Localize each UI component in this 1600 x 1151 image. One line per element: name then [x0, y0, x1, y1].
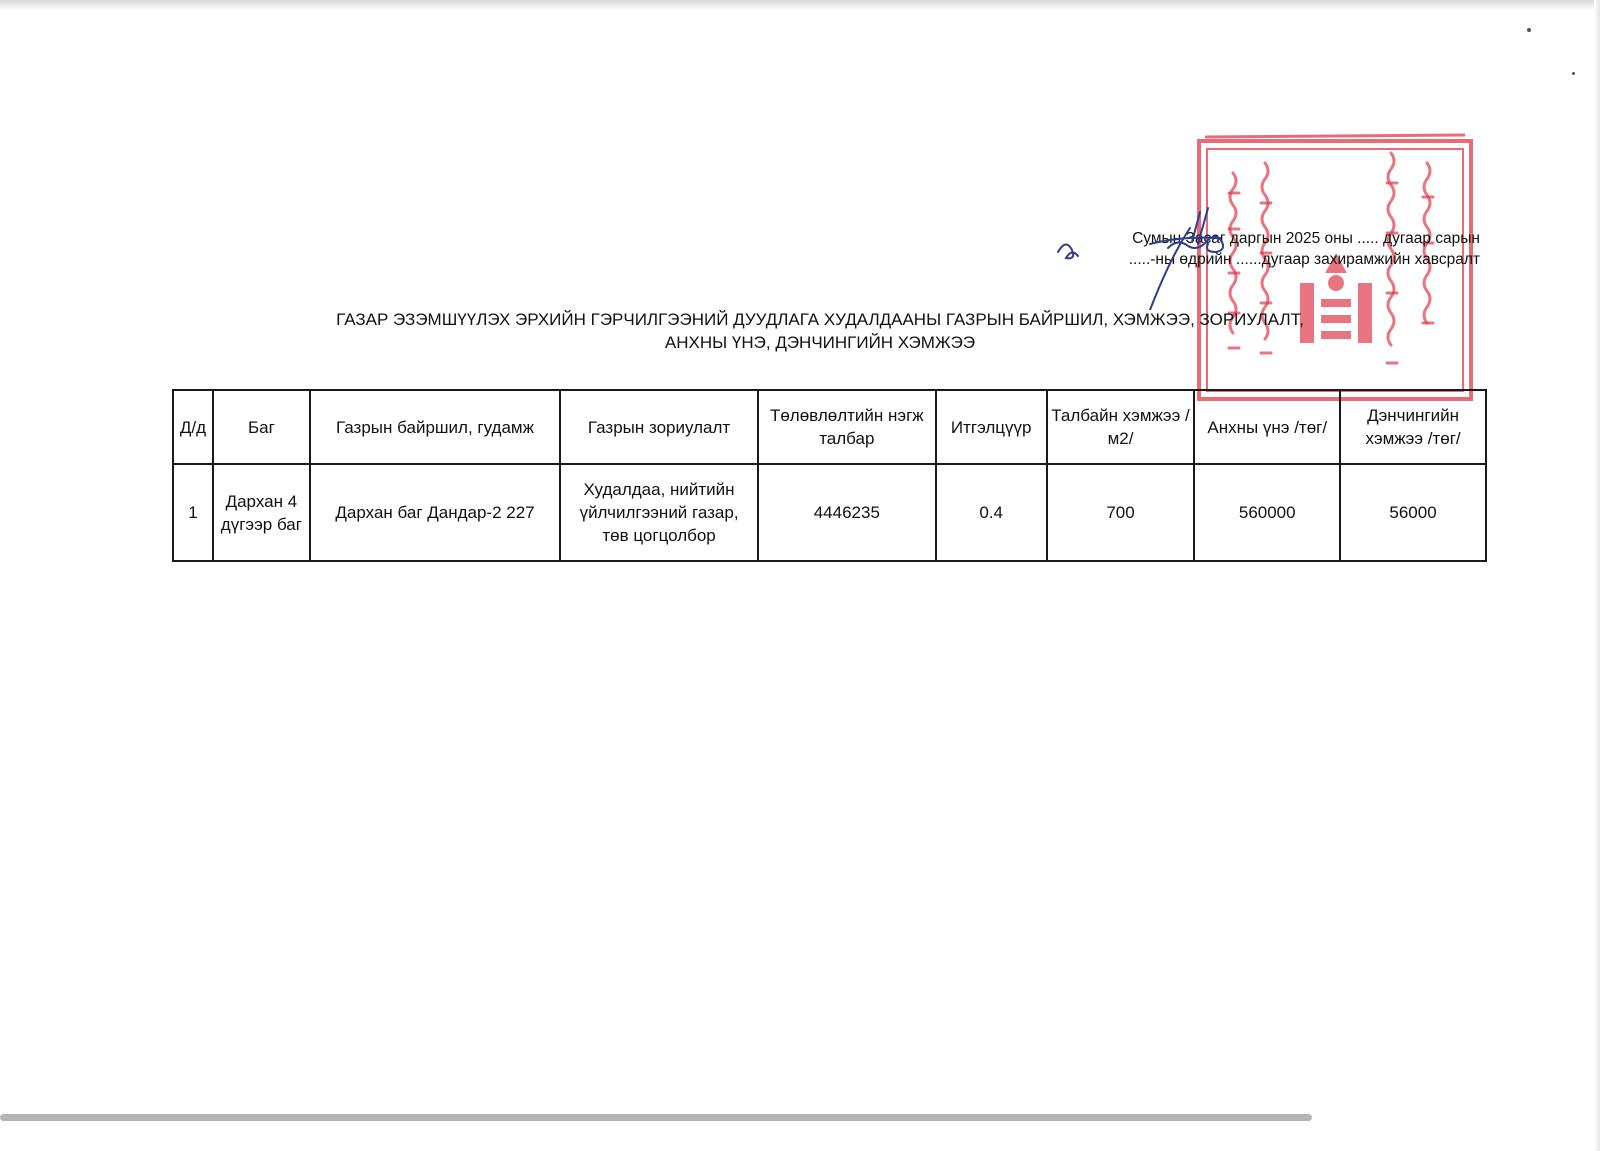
handwritten-signature	[1050, 200, 1260, 310]
cell-location: Дархан баг Дандар-2 227	[310, 464, 560, 561]
cell-coefficient: 0.4	[936, 464, 1047, 561]
scan-speck	[1527, 28, 1531, 32]
cell-area: 700	[1047, 464, 1195, 561]
document-title-line-2: АНХНЫ ҮНЭ, ДЭНЧИНГИЙН ХЭМЖЭЭ	[664, 333, 976, 352]
cell-deposit: 56000	[1340, 464, 1486, 561]
cell-number: 1	[173, 464, 213, 561]
column-header-area: Талбайн хэмжээ /м2/	[1047, 390, 1195, 464]
column-header-number: Д/д	[173, 390, 213, 464]
appendix-note-line-1: Сумын Засаг даргын 2025 оны ..... дугаар сарын	[1132, 230, 1480, 247]
appendix-note-line-2: .....-ны өдрийн ......дугаар захирамжийн хавсралт	[1128, 251, 1480, 268]
column-header-start-price: Анхны үнэ /төг/	[1194, 390, 1340, 464]
cell-start-price: 560000	[1194, 464, 1340, 561]
cell-plan-unit: 4446235	[758, 464, 936, 561]
cell-purpose: Худалдаа, нийтийн үйлчилгээний газар, төв цогцолбор	[560, 464, 758, 561]
cell-bag: Дархан 4 дүгээр баг	[213, 464, 310, 561]
column-header-location: Газрын байршил, гудамж	[310, 390, 560, 464]
document-title-line-1: ГАЗАР ЭЗЭМШҮҮЛЭХ ЭРХИЙН ГЭРЧИЛГЭЭНИЙ ДУУДЛАГА ХУДАЛДААНЫ ГАЗРЫН БАЙРШИЛ, ХЭМЖЭЭ, ЗОРИУЛАЛТ,	[336, 310, 1304, 329]
scan-speck	[1572, 72, 1575, 75]
page-top-edge	[0, 0, 1600, 10]
column-header-bag: Баг	[213, 390, 310, 464]
column-header-deposit: Дэнчингийн хэмжээ /төг/	[1340, 390, 1486, 464]
table-header-row	[173, 390, 1486, 464]
document-title	[170, 308, 1470, 354]
auction-table	[172, 389, 1487, 562]
table-row	[173, 464, 1486, 561]
page-right-edge	[1594, 0, 1600, 1151]
column-header-purpose: Газрын зориулалт	[560, 390, 758, 464]
horizontal-scrollbar-thumb[interactable]	[0, 1114, 1312, 1121]
column-header-coefficient: Итгэлцүүр	[936, 390, 1047, 464]
column-header-plan-unit: Төлөвлөлтийн нэгж талбар	[758, 390, 936, 464]
